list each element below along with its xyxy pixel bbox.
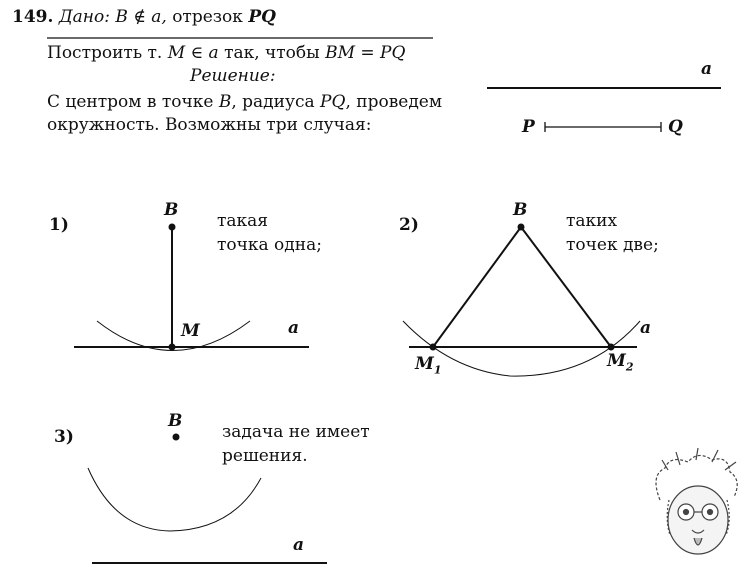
case3-point-b [173,434,180,441]
case2-m1-letter: M [415,354,434,374]
case1-text-2: точка одна; [217,235,322,255]
case2-label-a: a [640,318,652,338]
given-line-label: a [701,59,713,79]
case2-label-m2 [607,351,633,373]
task-equation: BM = PQ [325,43,406,63]
solution-point-b: B [218,92,232,112]
given-q-label: Q [668,117,683,137]
case3-text-1: задача не имеет [222,422,370,442]
case1-label-b: B [164,200,179,220]
case3-label-b: B [168,411,183,431]
task-condition: M ∈ a [167,43,219,63]
case2-point-m2 [608,344,615,351]
case2-text-2: точек две; [566,235,659,255]
solution-radius: PQ [320,92,346,112]
case2-m2-sub: 2 [625,360,634,374]
case2-point-m1 [430,344,437,351]
case3-label-a: a [293,535,305,555]
given-p-label: P [522,117,535,137]
case1-label-m: M [181,321,200,341]
case2-m1-sub: 1 [433,363,442,377]
case2-number: 2) [399,215,419,235]
given-condition: B ∉ a, [115,7,167,27]
given-rest: отрезок [172,7,243,27]
case3-text-2: решения. [222,446,308,466]
task-prefix: Построить т. [47,43,163,63]
mascot-illustration [656,448,737,554]
given-label: Дано: [58,7,110,27]
solution-line-2: окружность. Возможны три случая: [47,115,372,135]
case2-text-1: таких [566,211,618,231]
case1-number: 1) [49,215,69,235]
case1-label-a: a [288,318,300,338]
case1-point-b [169,224,176,231]
solution-text-c: , радиуса [231,92,315,112]
given-segment: PQ [248,7,276,27]
case2-label-m1 [415,354,441,376]
case2-segment-bm1 [433,227,521,347]
case2-m2-letter: M [607,351,626,371]
problem-number: 149. [12,7,54,27]
case2-label-b: B [513,200,528,220]
solution-title: Решение: [190,66,276,86]
case3-number: 3) [54,427,74,447]
case1-text-1: такая [217,211,269,231]
solution-text-a: С центром в точке [47,92,214,112]
solution-text-e: , проведем [345,92,443,112]
case2-point-b [518,224,525,231]
case1-point-m [169,344,176,351]
case3-circle-arc [88,468,261,531]
task-mid: так, чтобы [224,43,320,63]
